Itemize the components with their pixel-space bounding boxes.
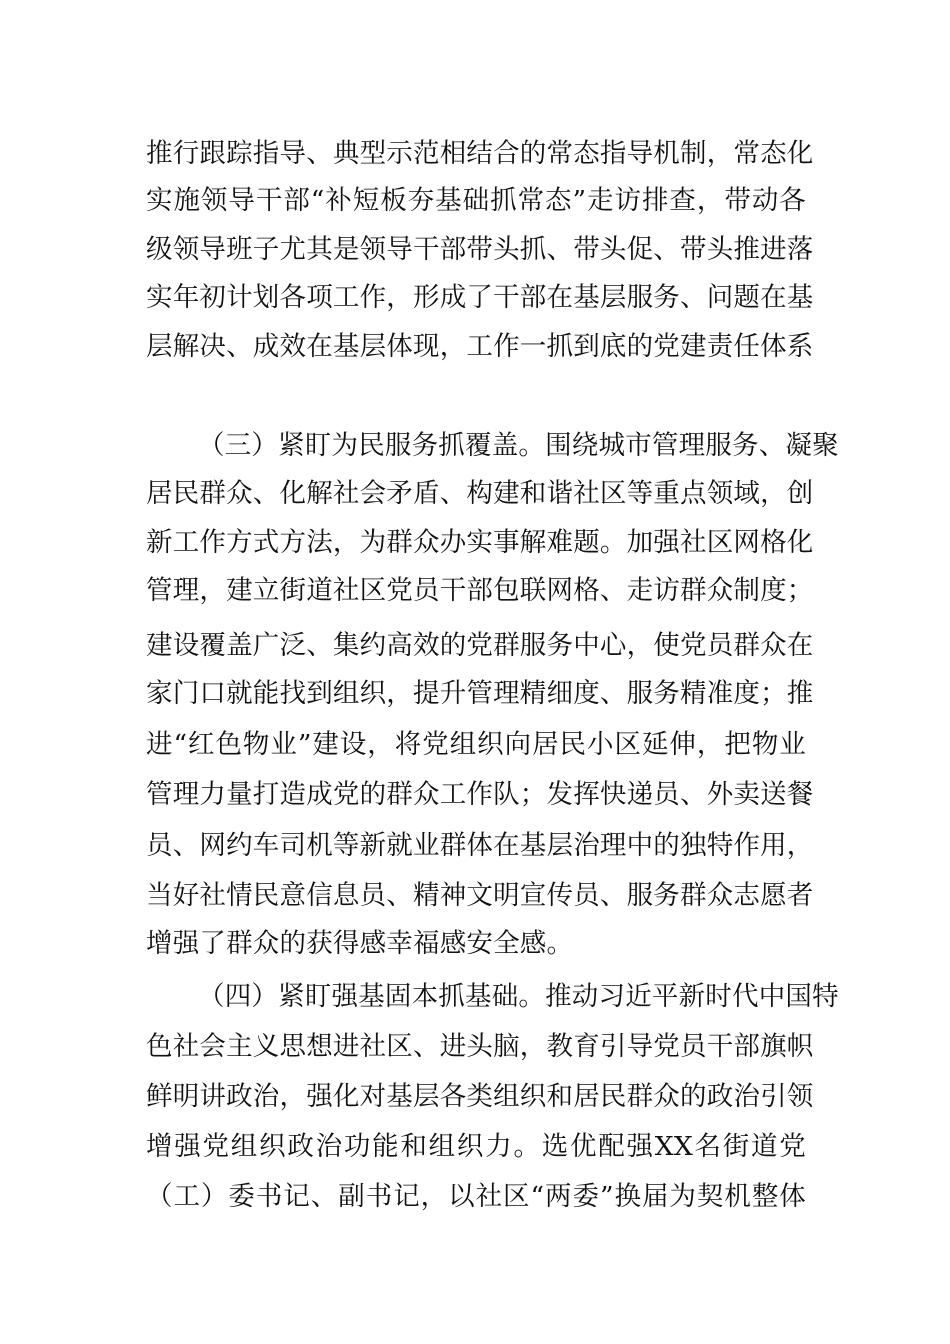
text-line: 建设覆盖广泛、集约高效的党群服务中心，使党员群众在 [146, 630, 814, 661]
text-line: 鲜明讲政治，强化对基层各类组织和居民群众的政治引领 [146, 1081, 814, 1112]
text-line: 级领导班子尤其是领导干部带头抓、带头促、带头推进落 [146, 234, 814, 265]
text-line: 当好社情民意信息员、精神文明宣传员、服务群众志愿者 [146, 880, 814, 911]
text-line: 管理，建立街道社区党员干部包联网格、走访群众制度； [146, 575, 814, 606]
text-line: 层解决、成效在基层体现，工作一抓到底的党建责任体系 [146, 331, 814, 362]
text-line: 家门口就能找到组织，提升管理精细度、服务精准度；推 [146, 678, 814, 709]
text-line: 实施领导干部“补短板夯基础抓常态”走访排查，带动各 [146, 185, 806, 216]
text-line: 推行跟踪指导、典型示范相结合的常态指导机制，常态化 [146, 138, 814, 169]
text-line: （工）委书记、副书记，以社区“两委”换届为契机整体 [146, 1181, 806, 1212]
text-line: 进“红色物业”建设，将党组织向居民小区延伸，把物业 [146, 729, 806, 760]
text-line: 增强了群众的获得感幸福感安全感。 [146, 928, 574, 959]
text-line: 色社会主义思想进社区、进头脑，教育引导党员干部旗帜 [146, 1031, 814, 1062]
text-line: 员、网约车司机等新就业群体在基层治理中的独特作用， [146, 830, 814, 861]
text-line: 新工作方式方法，为群众办实事解难题。加强社区网格化 [146, 527, 814, 558]
section-three-heading-line: （三）紧盯为民服务抓覆盖。围绕城市管理服务、凝聚 [198, 430, 839, 461]
section-four-heading-line: （四）紧盯强基固本抓基础。推动习近平新时代中国特 [198, 981, 839, 1012]
text-line: 实年初计划各项工作，形成了干部在基层服务、问题在基 [146, 282, 814, 313]
text-line: 增强党组织政治功能和组织力。选优配强XX名街道党 [146, 1131, 806, 1162]
text-line: 管理力量打造成党的群众工作队；发挥快递员、外卖送餐 [146, 779, 814, 810]
text-line: 居民群众、化解社会矛盾、构建和谐社区等重点领域，创 [146, 478, 814, 509]
